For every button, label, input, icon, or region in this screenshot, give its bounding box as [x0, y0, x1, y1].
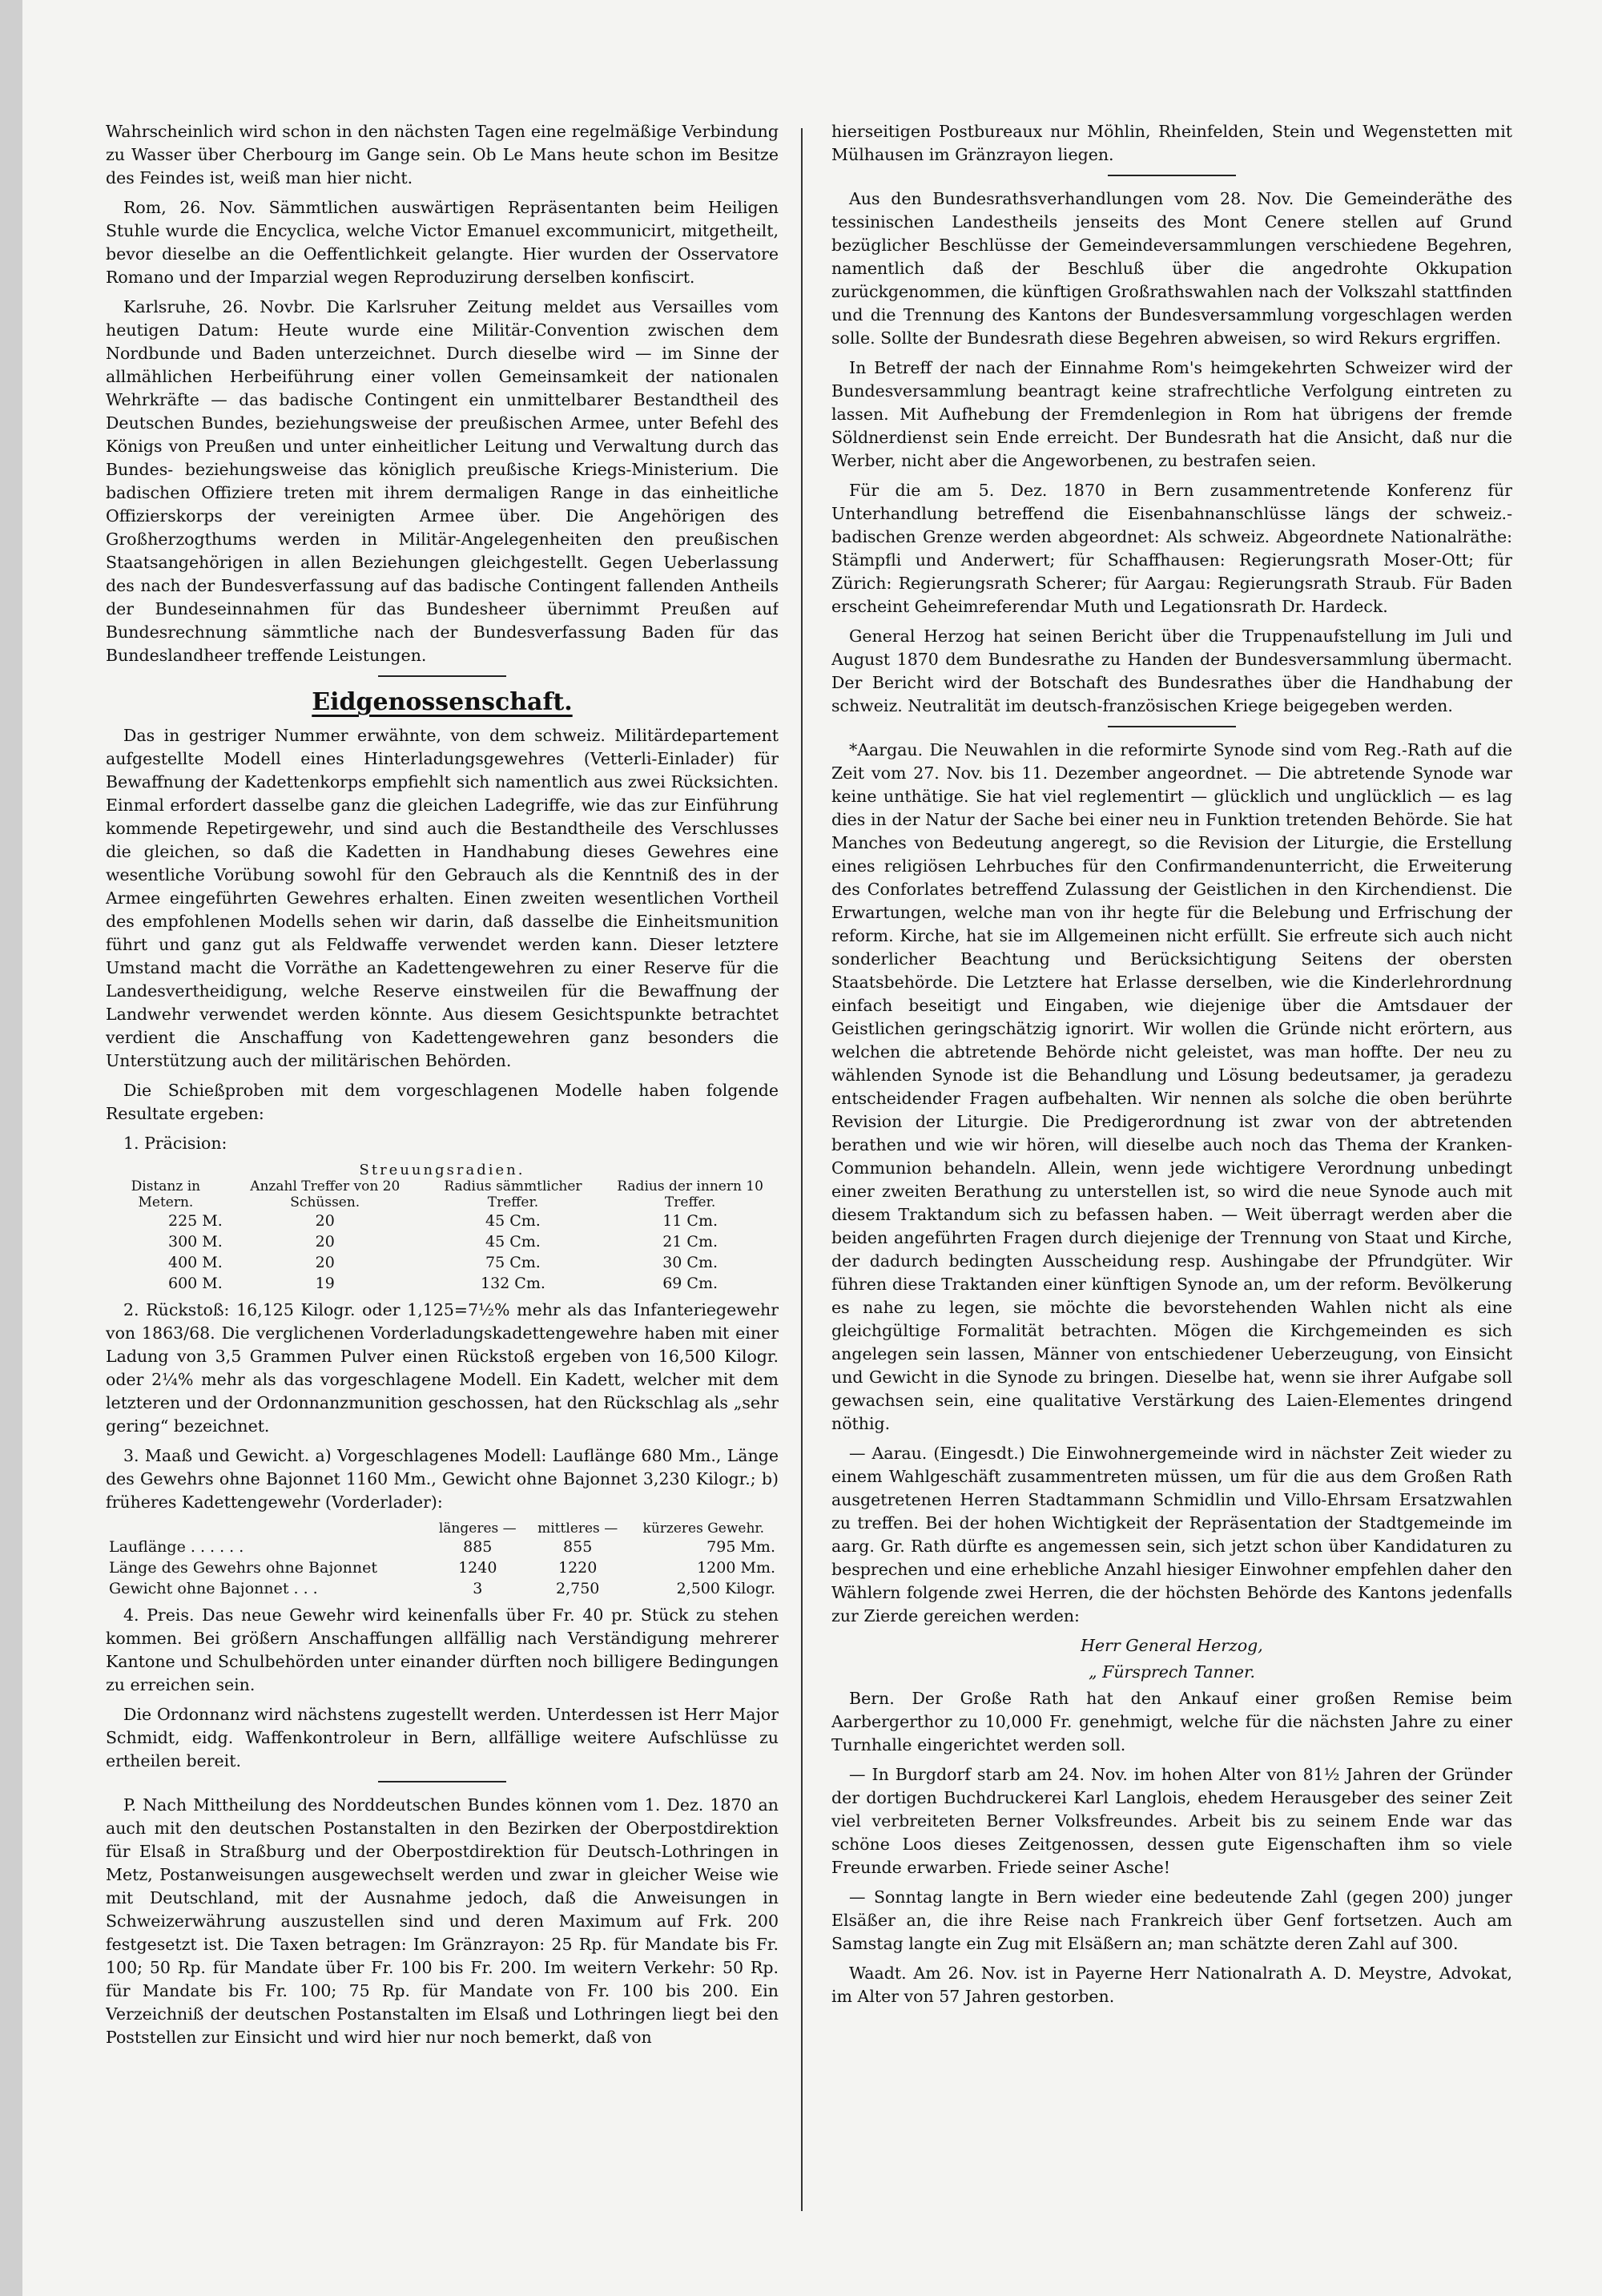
table-cell: 75 Cm. — [485, 1254, 541, 1271]
table-cell: 20 — [315, 1212, 335, 1230]
table-cell: 2,750 — [555, 1580, 600, 1597]
column-divider — [801, 128, 803, 2211]
section-rule — [378, 1781, 506, 1782]
article-elsaesser: — Sonntag langte in Bern wieder eine bedeutende Zahl (gegen 200) junger Elsäßer an, die ihre Reise nach Frankreich über Genf fortsetzen. Auch am Samstag langte ein Zug mit Elsäßern an; man schätzte deren Zahl auf 300. — [831, 1887, 1512, 1953]
table-row — [106, 1273, 779, 1294]
article-le-mans: Wahrscheinlich wird schon in den nächsten Tagen eine regelmäßige Verbindung zu Wasser über Cherbourg im Gange sein. Ob Le Mans heute schon im Besitze des Feindes ist, weiß man hier nicht. — [106, 122, 779, 187]
table-cell: 2,500 Kilogr. — [676, 1580, 775, 1597]
table-cell: 1200 Mm. — [697, 1559, 775, 1577]
table-header: Radius sämmtlicher Treffer. — [444, 1178, 582, 1210]
table-cell: 21 Cm. — [662, 1233, 718, 1251]
section-rule — [378, 675, 506, 677]
table-cell: 11 Cm. — [662, 1212, 718, 1230]
table-cell: 45 Cm. — [485, 1233, 541, 1251]
table-cell: 795 Mm. — [706, 1538, 775, 1556]
table-cell: Lauflänge . . . . . . — [109, 1538, 244, 1556]
table-cell: Gewicht ohne Bajonnet . . . — [109, 1580, 318, 1597]
article-aarau-wahl: — Aarau. (Eingesdt.) Die Einwohnergemeinde wird in nächster Zeit wieder zu einem Wahlgeschäft zusammentreten müssen, um für die aus dem Großen Rath ausgetretenen Herren Stadtammann Schmidlin und Villo-Ehrsam Ersatzwahlen zu treffen. Bei der hohen Wichtigkeit der Repräsentation der Stadtgemeinde im aarg. Gr. Rath dürfte es angemessen sein, sich jetzt schon über Kandidaturen zu besprechen und eine erhebliche Anzahl hiesiger Einwohner empfehlen daher den Wählern folgende zwei Herren, die der höchsten Behörde des Kantons jedenfalls zur Zierde gereichen werden: — [831, 1444, 1512, 1625]
scan-edge — [0, 0, 22, 2296]
table-header-row — [106, 1521, 779, 1537]
table-cell: 3 — [473, 1580, 483, 1597]
table-cell: 19 — [315, 1275, 335, 1292]
table-cell: 300 M. — [168, 1233, 223, 1251]
candidate-tanner: „ Fürsprech Tanner. — [1088, 1662, 1256, 1682]
article-aargau-synode: *Aargau. Die Neuwahlen in die reformirte Synode sind vom Reg.-Rath auf die Zeit vom 27. Nov. bis 11. Dezember angeordnet. — Die abtretende Synode war keine unthätige. Sie hat viel reglementirt — glücklich und unglücklich — es lag dies in der Natur der Sache bei einer neu in Funktion tretenden Behörde. Sie hat Manches von Bedeutung angeregt, so die Revision der Liturgie, die Erstellung eines religiösen Lehrbuches für den Confirmandenunterricht, die Erweiterung des Conforlates betreffend Zulassung der Geistlichen in den Kirchendienst. Die Erwartungen, welche man von ihr hegte für die Belebung und Erfrischung der reform. Kirche, hat sie im Allgemeinen nicht erfüllt. Sie erfreute sich auch nicht sonderlicher Beachtung und Berücksichtigung Seitens der obersten Staatsbehörde. Die Letztere hat Erlasse derselben, wie die Kinderlehrordnung einfach beseitigt und Eingaben, wie diejenige über die Amtsdauer der Geistlichen geringschätzig ignorirt. Wir wollen die Gründe nicht erörtern, aus welchen die abtretende Behörde nicht geleistet, was man hoffte. Der neu zu wählenden Synode ist die Behandlung und Lösung bedeutsamer, ja geradezu entscheidender Fragen aufbehalten. Wir nennen als solche die oben berührte Revision der Liturgie. Die Predigerordnung ist zwar von der abtretenden berathen und wie wir hören, will dieselbe auch noch das Thema der Kranken-Communion behandeln. Allein, wenn jede wichtigere Verordnung unbedingt einer zweiten Berathung zu unterstellen ist, so wird die neue Synode auch mit diesem Traktandum sich zu befassen haben. — Weit überragt werden aber die beiden angeführten Fragen durch diejenige der Trennung von Staat und Kirche, der dadurch bedingten Ausscheidung resp. Aushingabe der Pfrundgüter. Wir führen diese Traktanden einer künftigen Synode an, um der reform. Bevölkerung es nahe zu legen, sie möchte die bevorstehenden Wahlen nicht als eine gleichgültige Formalität betrachten. Mögen die Kirchgemeinden es sich angelegen sein lassen, Männer von entschiedener Ueberzeugung, von Einsicht und Gewicht in die Synode zu bringen. Dieselbe hat, wenn sie ihrer Aufgabe soll gewachsen sein, eine qualitative Verstärkung des Laien-Elementes dringend nöthig. — [831, 740, 1512, 1433]
article-konferenz: Für die am 5. Dez. 1870 in Bern zusammentretende Konferenz für Unterhandlung betreffend die Eisenbahnanschlüsse längs der schweiz.-badischen Grenze werden abgeordnet: Als schweiz. Abgeordnete Nationalräthe: Stämpfli und Anderwert; für Schaffhausen: Regierungsrath Moser-Ott; für Zürich: Regierungsrath Scherer; für Aargau: Regierungsrath Straub. Für Baden erscheint Geheimreferendar Muth und Legationsrath Dr. Hardeck. — [831, 481, 1512, 616]
article-maass-gewicht: 3. Maaß und Gewicht. a) Vorgeschlagenes Modell: Lauflänge 680 Mm., Länge des Gewehrs ohne Bajonnet 1160 Mm., Gewicht ohne Bajonnet 3,230 Kilogr.; b) früheres Kadettengewehr (Vorderlader): — [106, 1446, 779, 1512]
article-preis: 4. Preis. Das neue Gewehr wird keinenfalls über Fr. 40 pr. Stück zu stehen kommen. Bei größern Anschaffungen allfällig nach Verständigung mehrerer Kantone und Schulbehörden unter einander dürften noch billigere Bedingungen zu erreichen sein. — [106, 1605, 779, 1694]
article-postbureaux: hierseitigen Postbureaux nur Möhlin, Rheinfelden, Stein und Wegenstetten mit Mülhausen im Gränzrayon liegen. — [831, 122, 1512, 164]
table-cell: 20 — [315, 1233, 335, 1251]
article-schweizer-rom: In Betreff der nach der Einnahme Rom's heimgekehrten Schweizer wird der Bundesversammlung beantragt keine strafrechtliche Verfolgung eintreten zu lassen. Mit Aufhebung der Fremdenlegion in Rom hat übrigens der fremde Söldnerdienst sein Ende erreicht. Der Bundesrath hat die Ansicht, daß nur die Werber, nicht aber die Angeworbenen, zu bestrafen seien. — [831, 358, 1512, 470]
article-waadt: Waadt. Am 26. Nov. ist in Payerne Herr Nationalrath A. D. Meystre, Advokat, im Alter von 57 Jahren gestorben. — [831, 1964, 1512, 2006]
table-cell: 69 Cm. — [662, 1275, 718, 1292]
table-caption: Streuungsradien. — [359, 1162, 525, 1178]
right-column — [831, 120, 1512, 2243]
table-header: Distanz in Metern. — [131, 1178, 201, 1210]
table-header: mittleres — — [537, 1521, 618, 1537]
article-bundesrath: Aus den Bundesrathsverhandlungen vom 28. Nov. Die Gemeinderäthe des tessinischen Landestheils jenseits des Mont Cenere stellen auf Grund bezüglicher Beschlüsse der Gemeindeversammlungen verschiedene Begehren, namentlich daß der Beschluß über die angedrohte Okkupation zurückgenommen, die künftigen Großrathswahlen nach der Volkszahl stattfinden und die Trennung des Kantons der Bundesversammlung vorgeschlagen werden solle. Sollte der Bundesrath diese Begehren abweisen, so wird Rekurs ergriffen. — [831, 189, 1512, 348]
candidate-list — [831, 1634, 1512, 1684]
article-postanweisungen: P. Nach Mittheilung des Norddeutschen Bundes können vom 1. Dez. 1870 an auch mit den deutschen Postanstalten in den Bezirken der Oberpostdirektion für Elsaß in Straßburg und der Oberpostdirektion für Deutsch-Lothringen in Metz, Postanweisungen ausgewechselt werden und zwar in gleicher Weise wie mit Deutschland, mit der Ausnahme jedoch, daß die Anweisungen in Schweizerwährung auszustellen sind und deren Maximum auf Frk. 200 festgesetzt ist. Die Taxen betragen: Im Gränzrayon: 25 Rp. für Mandate bis Fr. 100; 50 Rp. für Mandate über Fr. 100 bis Fr. 200. Im weitern Verkehr: 50 Rp. für Mandate bis Fr. 100; 75 Rp. für Mandate von Fr. 100 bis 200. Ein Verzeichniß der deutschen Postanstalten im Elsaß und Lothringen liegt bei den Poststellen zur Einsicht und wird hier nur noch bemerkt, daß von — [106, 1795, 779, 2047]
table-header: Radius der innern 10 Treffer. — [617, 1178, 763, 1210]
dimension-table — [106, 1521, 779, 1599]
table-row — [106, 1578, 779, 1599]
section-rule — [1108, 726, 1236, 727]
table-header: Anzahl Treffer von 20 Schüssen. — [250, 1178, 400, 1210]
article-karlsruhe: Karlsruhe, 26. Novbr. Die Karlsruher Zeitung meldet aus Versailles vom heutigen Datum: Heute wurde eine Militär-Convention zwischen dem Nordbunde und Baden unterzeichnet. Durch dieselbe wird — im Sinne der allmählichen Herbeiführung einer vollen Gemeinsamkeit der nationalen Wehrkräfte — das badische Contingent ein unmittelbarer Bestandtheil des Deutschen Bundes, beziehungsweise der preußischen Armee, unter Befehl des Königs von Preußen und unter einheitlicher Leitung und Verwaltung durch das Bundes- beziehungsweise das königlich preußische Kriegs-Ministerium. Die badischen Offiziere treten mit ihrem dermaligen Range in das einheitliche Offizierskorps der vereinigten Armee über. Die Angehörigen des Großherzogthums werden in Militär-Angelegenheiten den preußischen Staatsangehörigen in allen Beziehungen gleichgestellt. Gegen Ueberlassung des nach der Bundesverfassung auf das badische Contingent fallenden Antheils der Bundeseinnahmen für das Bundesheer übernimmt Preußen auf Bundesrechnung sämmtliche nach der Bundesverfassung Baden für das Bundeslandheer treffende Leistungen. — [106, 297, 779, 665]
section-rule — [1108, 175, 1236, 176]
table-row — [106, 1231, 779, 1252]
precision-table — [106, 1178, 779, 1294]
table-cell: 1240 — [458, 1559, 497, 1577]
table-cell: 600 M. — [168, 1275, 223, 1292]
section-heading-eidgenossenschaft: Eidgenossenschaft. — [312, 688, 573, 716]
table-row — [106, 1537, 779, 1557]
table-header — [106, 1521, 429, 1537]
table-row — [106, 1252, 779, 1273]
table-header: längeres — — [438, 1521, 517, 1537]
article-ordonnanz: Die Ordonnanz wird nächstens zugestellt werden. Unterdessen ist Herr Major Schmidt, eidg. Waffenkontroleur in Bern, allfällige weitere Aufschlüsse zu ertheilen bereit. — [106, 1705, 779, 1770]
precision-heading: 1. Präcision: — [123, 1134, 227, 1153]
article-rueckstoss: 2. Rückstoß: 16,125 Kilogr. oder 1,125=7½% mehr als das Infanteriegewehr von 1863/68. Die verglichenen Vorderladungskadettengewehre haben mit einer Ladung von 3,5 Grammen Pulver einen Rückstoß ergeben von 16,500 Kilogr. oder 2¼% mehr als das vorgeschlagene Modell. Ein Kadett, welcher mit dem letzteren und der Ordonnanzmunition geschossen, hat den Rückschlag als „sehr gering“ bezeichnet. — [106, 1300, 779, 1436]
table-header: kürzeres Gewehr. — [642, 1521, 765, 1537]
table-cell: 855 — [563, 1538, 593, 1556]
table-cell: Länge des Gewehrs ohne Bajonnet — [109, 1559, 378, 1577]
table-cell: 1220 — [558, 1559, 598, 1577]
table-cell: 400 M. — [168, 1254, 223, 1271]
article-herzog-bericht: General Herzog hat seinen Bericht über die Truppenaufstellung im Juli und August 1870 dem Bundesrathe zu Handen der Bundesversammlung übermacht. Der Bericht wird der Botschaft des Bundesrathes über die Handhabung der schweiz. Neutralität im deutsch-französischen Kriege beigegeben werden. — [831, 626, 1512, 715]
article-bern-remise: Bern. Der Große Rath hat den Ankauf einer großen Remise beim Aarbergerthor zu 10,000 Fr. genehmigt, welche für die nächsten Jahre zu einer Turnhalle eingerichtet werden soll. — [831, 1689, 1512, 1754]
article-schiessproben: Die Schießproben mit dem vorgeschlagenen Modelle haben folgende Resultate ergeben: — [106, 1081, 779, 1123]
article-burgdorf: — In Burgdorf starb am 24. Nov. im hohen Alter von 81½ Jahren der Gründer der dortigen Buchdruckerei Karl Langlois, ehedem Herausgeber des seiner Zeit viel verbreiteten Berner Volksfreundes. Arbeit bis zu seinem Ende war das schöne Loos dieses Zeitgenossen, dessen gute Eigenschaften ihm so viele Freunde erwarben. Friede seiner Asche! — [831, 1765, 1512, 1877]
candidate-herzog: Herr General Herzog, — [1081, 1636, 1263, 1655]
table-row — [106, 1557, 779, 1578]
table-cell: 30 Cm. — [662, 1254, 718, 1271]
table-cell: 45 Cm. — [485, 1212, 541, 1230]
table-cell: 225 M. — [168, 1212, 223, 1230]
table-cell: 885 — [463, 1538, 493, 1556]
table-cell: 20 — [315, 1254, 335, 1271]
table-cell: 132 Cm. — [480, 1275, 545, 1292]
left-column — [106, 120, 779, 2219]
table-header-row — [106, 1178, 779, 1210]
article-kadettengewehr: Das in gestriger Nummer erwähnte, von dem schweiz. Militärdepartement aufgestellte Modell eines Hinterladungsgewehres (Vetterli-Einlader) für Bewaffnung der Kadettenkorps empfiehlt sich namentlich aus zwei Rücksichten. Einmal erfordert dasselbe ganz die gleichen Ladegriffe, wie das zur Einführung kommende Repetirgewehr, und sind auch die Bestandtheile des Verschlusses die gleichen, so daß die Kadetten in Handhabung dieses Gewehres eine wesentliche Vorübung sowohl für den Gebrauch als die Kenntniß des in der Armee eingeführten Gewehres erhalten. Einen zweiten wesentlichen Vortheil des empfohlenen Modells sehen wir darin, daß dasselbe die Einheitsmunition führt und ganz gut als Feldwaffe verwendet werden kann. Dieser letztere Umstand macht die Vorräthe an Kadettengewehren zu einer Reserve für die Landesvertheidigung, welche Reserve einstweilen für die Bewaffnung der Landwehr verwendet werden könnte. Aus diesem Gesichtspunkte betrachtet verdient die Anschaffung von Kadettengewehren ganz besonders die Unterstützung auch der militärischen Behörden. — [106, 726, 779, 1070]
article-rom: Rom, 26. Nov. Sämmtlichen auswärtigen Repräsentanten beim Heiligen Stuhle wurde die Encyclica, welche Victor Emanuel excommunicirt, mitgetheilt, bevor dieselbe an die Oeffentlichkeit gelangte. Hier wurden der Osservatore Romano und der Imparzial wegen Reproduzirung derselben konfiscirt. — [106, 198, 779, 287]
table-row — [106, 1210, 779, 1231]
